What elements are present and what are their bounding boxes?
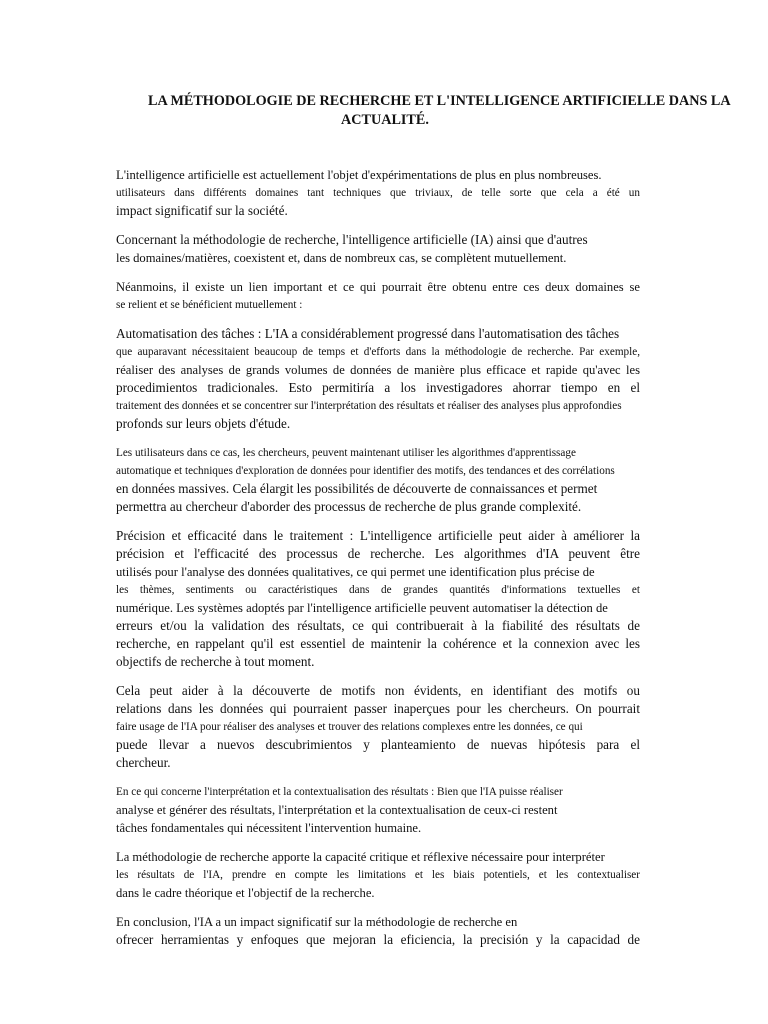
paragraph <box>116 848 640 902</box>
paragraph-line: traitement des données et se concentrer sur l'interprétation des résultats et réaliser des analyses plus approfondies <box>116 400 622 412</box>
paragraph-line: que auparavant nécessitaient beaucoup de temps et d'efforts dans la méthodologie de recherche. Par exemple, <box>116 346 640 358</box>
paragraph-line: les domaines/matières, coexistent et, dans de nombreux cas, se complètent mutuellement. <box>116 251 567 265</box>
paragraph <box>116 913 640 949</box>
paragraph-line: permettra au chercheur d'aborder des processus de recherche de plus grande complexité. <box>116 499 582 514</box>
paragraph <box>116 682 640 772</box>
paragraph-line: utilisés pour l'analyse des données qualitatives, ce qui permet une identification plus précise de <box>116 565 595 579</box>
paragraph-line: procedimientos tradicionales. Esto permitiría a los investigadores ahorrar tiempo en el <box>116 380 640 395</box>
paragraph-line: En ce qui concerne l'interprétation et la contextualisation des résultats : Bien que l'IA puisse réaliser <box>116 786 563 798</box>
paragraph <box>116 444 640 516</box>
paragraph-line: Automatisation des tâches : L'IA a considérablement progressé dans l'automatisation des tâches <box>116 326 620 341</box>
paragraph-line: recherche, en rappelant qu'il est essentiel de maintenir la cohérence et la connexion avec les <box>116 636 640 651</box>
paragraph-line: analyse et générer des résultats, l'interprétation et la contextualisation de ceux-ci restent <box>116 803 558 817</box>
paragraph <box>116 278 640 314</box>
paragraph-line: En conclusion, l'IA a un impact significatif sur la méthodologie de recherche en <box>116 915 518 929</box>
paragraph-line: erreurs et/ou la validation des résultats, ce qui contribuerait à la fiabilité des résultats de <box>116 618 640 633</box>
document-title-line-2: ACTUALITÉ. <box>341 112 429 128</box>
paragraph-line: ofrecer herramientas y enfoques que mejoran la eficiencia, la precisión y la capacidad de <box>116 932 640 947</box>
paragraph-line: réaliser des analyses de grands volumes de données de manière plus efficace et rapide qu'avec les <box>116 363 640 377</box>
paragraph-line: automatique et techniques d'exploration de données pour identifier des motifs, des tendances et des corrélations <box>116 465 615 477</box>
paragraph <box>116 783 640 837</box>
paragraph-line: puede llevar a nuevos descubrimientos y planteamiento de nuevas hipótesis para el <box>116 737 640 752</box>
paragraph-line: impact significatif sur la société. <box>116 203 288 218</box>
paragraph-line: profonds sur leurs objets d'étude. <box>116 416 291 431</box>
paragraph-line: faire usage de l'IA pour réaliser des analyses et trouver des relations complexes entre les données, ce qui <box>116 721 583 733</box>
document-body <box>116 166 640 960</box>
paragraph-line: précision et l'efficacité des processus de recherche. Les algorithmes d'IA peuvent être <box>116 546 640 561</box>
paragraph-line: La méthodologie de recherche apporte la capacité critique et réflexive nécessaire pour interpréter <box>116 850 605 864</box>
paragraph-line: numérique. Les systèmes adoptés par l'intelligence artificielle peuvent automatiser la détection de <box>116 601 608 615</box>
paragraph <box>116 325 640 433</box>
paragraph-line: chercheur. <box>116 755 171 770</box>
document-title-line-1: LA MÉTHODOLOGIE DE RECHERCHE ET L'INTELLIGENCE ARTIFICIELLE DANS LA <box>148 93 731 109</box>
paragraph-line: L'intelligence artificielle est actuellement l'objet d'expérimentations de plus en plus nombreuses. <box>116 168 602 182</box>
paragraph-line: utilisateurs dans différents domaines tant techniques que triviaux, de telle sorte que cela a été un <box>116 187 640 199</box>
paragraph-line: les résultats de l'IA, prendre en compte les limitations et les biais potentiels, et les contextualiser <box>116 869 640 881</box>
paragraph-line: relations dans les données qui pourraient passer inaperçues pour les chercheurs. On pourrait <box>116 701 640 716</box>
paragraph-line: Néanmoins, il existe un lien important et ce qui pourrait être obtenu entre ces deux domaines se <box>116 280 640 294</box>
paragraph-line: en données massives. Cela élargit les possibilités de découverte de connaissances et permet <box>116 481 598 496</box>
paragraph-line: tâches fondamentales qui nécessitent l'intervention humaine. <box>116 821 422 835</box>
paragraph-line: se relient et se bénéficient mutuellement : <box>116 299 303 311</box>
document-title <box>140 92 768 130</box>
paragraph-line: objectifs de recherche à tout moment. <box>116 654 315 669</box>
paragraph-line: Précision et efficacité dans le traitement : L'intelligence artificielle peut aider à améliorer la <box>116 528 640 543</box>
paragraph <box>116 231 640 267</box>
paragraph <box>116 166 640 220</box>
paragraph-line: les thèmes, sentiments ou caractéristiques dans de grandes quantités d'informations textuelles et <box>116 584 640 596</box>
paragraph-line: Concernant la méthodologie de recherche, l'intelligence artificielle (IA) ainsi que d'autres <box>116 232 588 247</box>
paragraph-line: Les utilisateurs dans ce cas, les chercheurs, peuvent maintenant utiliser les algorithmes d'apprentissage <box>116 447 576 459</box>
paragraph <box>116 527 640 671</box>
paragraph-line: dans le cadre théorique et l'objectif de la recherche. <box>116 886 375 900</box>
paragraph-line: Cela peut aider à la découverte de motifs non évidents, en identifiant des motifs ou <box>116 683 640 698</box>
